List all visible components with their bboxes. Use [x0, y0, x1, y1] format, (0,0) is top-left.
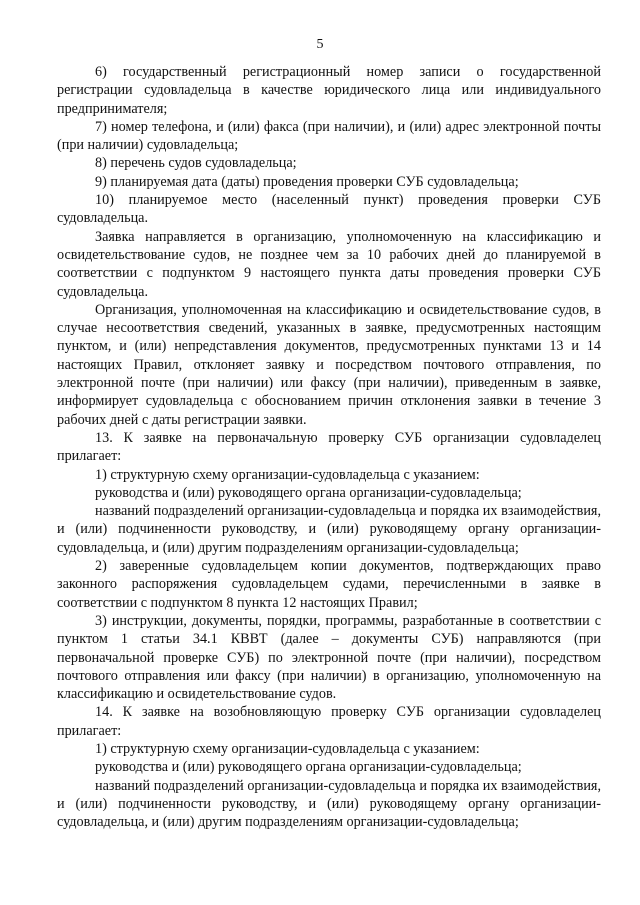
paragraph: 8) перечень судов судовладельца; — [95, 155, 297, 172]
paragraph: 13. К заявке на первоначальную проверку СУБ организации судовладелец прилагает: — [57, 429, 601, 465]
paragraph: 1) структурную схему организации-судовладельца с указанием: — [95, 466, 480, 483]
paragraph: 14. К заявке на возобновляющую проверку СУБ организации судовладелец прилагает: — [57, 704, 601, 739]
paragraph: 2) заверенные судовладельцем копии документов, подтверждающих право законного распоряжения судовладельцем судами, перечисленными в заявке в соответствии с подпунктом 8 пункта 12 настоящих Правил; — [57, 558, 601, 611]
paragraph: Заявка направляется в организацию, уполномоченную на классификацию и освидетельствование судов, не позднее чем за 10 рабочих дней до планируемой в соответствии с подпунктом 9 настоящего пункта даты проведения проверки СУБ судовладельца. — [57, 228, 601, 300]
paragraph: 3) инструкции, документы, порядки, программы, разработанные в соответствии с пунктом 1 статьи 34.1 КВВТ (далее – документы СУБ) направляются (при первоначальной проверке СУБ) по электронной почте (при наличии), посредством почтового отправления или факсу (при наличии) в организацию, уполномоченную на классификацию и освидетельствование судов. — [57, 612, 601, 703]
page-number: 5 — [316, 37, 324, 52]
paragraph: руководства и (или) руководящего органа организации-судовладельца; — [95, 759, 522, 776]
paragraph: 6) государственный регистрационный номер записи о государственной регистрации судовладельца в качестве юридического лица или индивидуального предпринимателя; — [57, 64, 601, 117]
document-body — [57, 63, 601, 831]
paragraph: 9) планируемая дата (даты) проведения проверки СУБ судовладельца; — [95, 173, 519, 190]
paragraph: 10) планируемое место (населенный пункт) проведения проверки СУБ судовладельца. — [57, 192, 601, 227]
paragraph: руководства и (или) руководящего органа организации-судовладельца; — [95, 484, 522, 501]
paragraph: названий подразделений организации-судовладельца и порядка их взаимодействия, и (или) подчиненности руководству, и (или) руководящему органу организации-судовладельца, и (или) другим подразделениям организации-судовладельца; — [57, 777, 601, 831]
paragraph: 7) номер телефона, и (или) факса (при наличии), и (или) адрес электронной почты (при наличии) судовладельца; — [57, 118, 601, 154]
paragraph: Организация, уполномоченная на классификацию и освидетельствование судов, в случае несоответствия сведений, указанных в заявке, предусмотренных настоящим пунктом, и (или) непредставления документов, предусмотренных пунктами 13 и 14 настоящих Правил, отклоняет заявку и посредством почтового отправления, по электронной почте (при наличии) или факсу (при наличии), приведенным в заявке, информирует судовладельца с обоснованием причин отклонения заявки в течение 3 рабочих дней с даты регистрации заявки. — [57, 301, 601, 428]
paragraph: 1) структурную схему организации-судовладельца с указанием: — [95, 740, 480, 757]
paragraph: названий подразделений организации-судовладельца и порядка их взаимодействия, и (или) подчиненности руководству, и (или) руководящему органу организации-судовладельца, и (или) другим подразделениям организации-судовладельца; — [57, 503, 601, 556]
